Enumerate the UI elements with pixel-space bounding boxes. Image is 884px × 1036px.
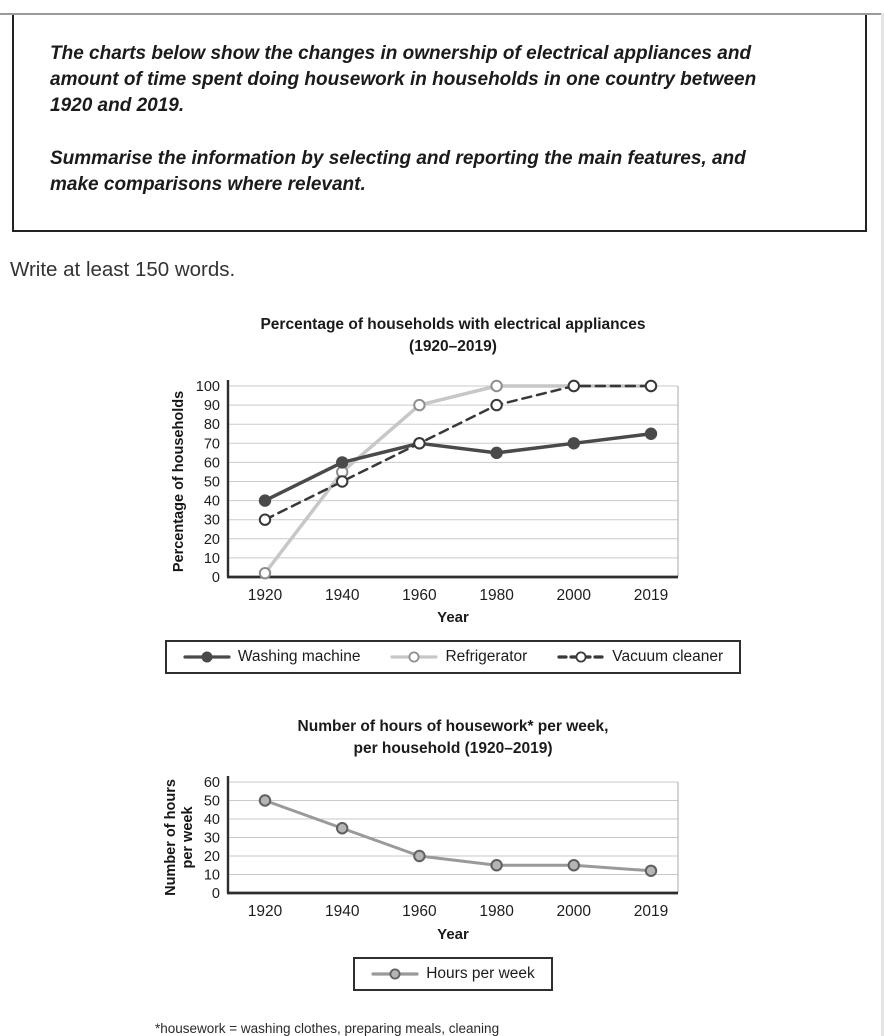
housework-line-chart (163, 770, 743, 922)
x-tick-label: 1920 (247, 902, 283, 920)
x-tick-label: 1980 (479, 902, 514, 920)
series-point-refrigerator (491, 381, 501, 391)
housework-legend (353, 957, 553, 991)
y-tick-label: 20 (203, 848, 220, 865)
y-tick-label: 60 (203, 774, 220, 791)
y-tick-label: 50 (203, 793, 220, 810)
legend-item-hours-per-week (371, 965, 535, 983)
series-point-hours-per-week (569, 860, 579, 870)
series-point-washing-machine (260, 496, 270, 506)
x-tick-label: 1940 (324, 902, 360, 920)
series-point-vacuum-cleaner (491, 400, 501, 410)
chart-title-line2: (1920–2019) (409, 337, 497, 355)
chart-title-line1: Percentage of households with electrical appliances (260, 316, 646, 334)
y-tick-label: 40 (203, 811, 220, 828)
series-point-hours-per-week (337, 823, 347, 833)
task-instruction-box (12, 13, 867, 232)
y-tick-label: 40 (203, 494, 220, 511)
legend-marker-sample (577, 653, 586, 662)
series-line-hours-per-week (265, 800, 651, 870)
legend-item-vacuum-cleaner (557, 648, 723, 666)
legend-marker-sample (202, 653, 211, 662)
y-tick-label: 90 (203, 398, 220, 415)
x-tick-label: 2000 (556, 902, 592, 920)
series-point-vacuum-cleaner (646, 381, 656, 391)
series-point-washing-machine (646, 429, 656, 439)
x-tick-label: 2019 (633, 587, 669, 605)
y-tick-label: 80 (203, 417, 220, 434)
legend-label: Hours per week (426, 964, 535, 982)
legend-swatch-refrigerator (390, 649, 438, 665)
legend-swatch-hours-per-week (371, 966, 419, 982)
y-tick-label: 50 (203, 474, 220, 491)
series-point-refrigerator (414, 400, 424, 410)
y-tick-label: 0 (211, 885, 220, 902)
series-point-washing-machine (491, 448, 501, 458)
x-tick-label: 1960 (402, 902, 437, 920)
task-prompt-line: The charts below show the changes in ownership of electrical appliances and (50, 43, 752, 64)
y-tick-label: 60 (203, 455, 220, 472)
housework-x-axis-title: Year (437, 925, 469, 943)
series-point-hours-per-week (260, 795, 270, 805)
task-prompt-paragraph (50, 41, 825, 120)
series-point-vacuum-cleaner (337, 477, 347, 487)
legend-label: Refrigerator (445, 648, 528, 666)
chart-title-line1: Number of hours of housework* per week, (297, 718, 609, 736)
series-point-hours-per-week (414, 851, 424, 861)
y-tick-label: 30 (203, 830, 220, 847)
legend-marker-sample (391, 969, 400, 978)
housework-chart-section (163, 716, 743, 990)
chart-title-line2: per household (1920–2019) (353, 740, 553, 758)
task-prompt-line: amount of time spent doing housework in households in one country between (50, 69, 757, 91)
series-point-washing-machine (337, 458, 347, 468)
legend-swatch-washing-machine (183, 649, 231, 665)
task-prompt-line: make comparisons where relevant. (50, 173, 366, 195)
x-tick-label: 1980 (479, 587, 514, 605)
series-point-vacuum-cleaner (569, 381, 579, 391)
legend-swatch-vacuum-cleaner (557, 649, 605, 665)
y-tick-label: 30 (203, 513, 220, 530)
housework-footnote: *housework = washing clothes, preparing meals, cleaning (155, 1020, 500, 1036)
series-point-vacuum-cleaner (260, 515, 270, 525)
series-point-washing-machine (569, 439, 579, 449)
series-line-refrigerator (265, 386, 651, 573)
x-tick-label: 1940 (324, 587, 360, 605)
x-tick-label: 2000 (556, 587, 592, 605)
y-tick-label: 70 (203, 436, 220, 453)
legend-marker-sample (410, 653, 419, 662)
y-tick-label: 20 (203, 532, 220, 549)
series-point-vacuum-cleaner (414, 439, 424, 449)
appliances-legend (165, 640, 741, 674)
task-summarise-paragraph (50, 146, 825, 198)
x-tick-label: 2019 (633, 902, 669, 920)
series-point-hours-per-week (646, 865, 656, 875)
appliances-x-axis-title: Year (437, 609, 469, 627)
legend-item-refrigerator (390, 648, 527, 666)
charts-container (163, 314, 743, 991)
y-tick-label: 0 (211, 570, 220, 587)
legend-label: Washing machine (237, 648, 361, 666)
y-axis-title: Number of hours (163, 778, 179, 896)
appliances-chart-section (163, 314, 743, 674)
series-point-refrigerator (260, 568, 270, 578)
y-axis-title: per week (180, 806, 196, 869)
scan-top-edge (0, 13, 884, 15)
legend-item-washing-machine (183, 648, 361, 666)
task-prompt-line: 1920 and 2019. (50, 95, 185, 117)
task-prompt-line: Summarise the information by selecting and reporting the main features, and (50, 147, 746, 169)
y-tick-label: 10 (203, 867, 220, 884)
legend-label: Vacuum cleaner (612, 648, 724, 666)
appliances-line-chart (163, 367, 743, 605)
y-axis-title: Percentage of households (171, 391, 187, 573)
x-tick-label: 1920 (247, 587, 283, 605)
y-tick-label: 100 (195, 379, 220, 396)
x-tick-label: 1960 (402, 587, 437, 605)
appliances-chart-title (163, 314, 743, 357)
series-point-hours-per-week (491, 860, 501, 870)
word-count-note: Write at least 150 words. (10, 258, 236, 282)
housework-chart-title (163, 716, 743, 759)
y-tick-label: 10 (203, 551, 220, 568)
